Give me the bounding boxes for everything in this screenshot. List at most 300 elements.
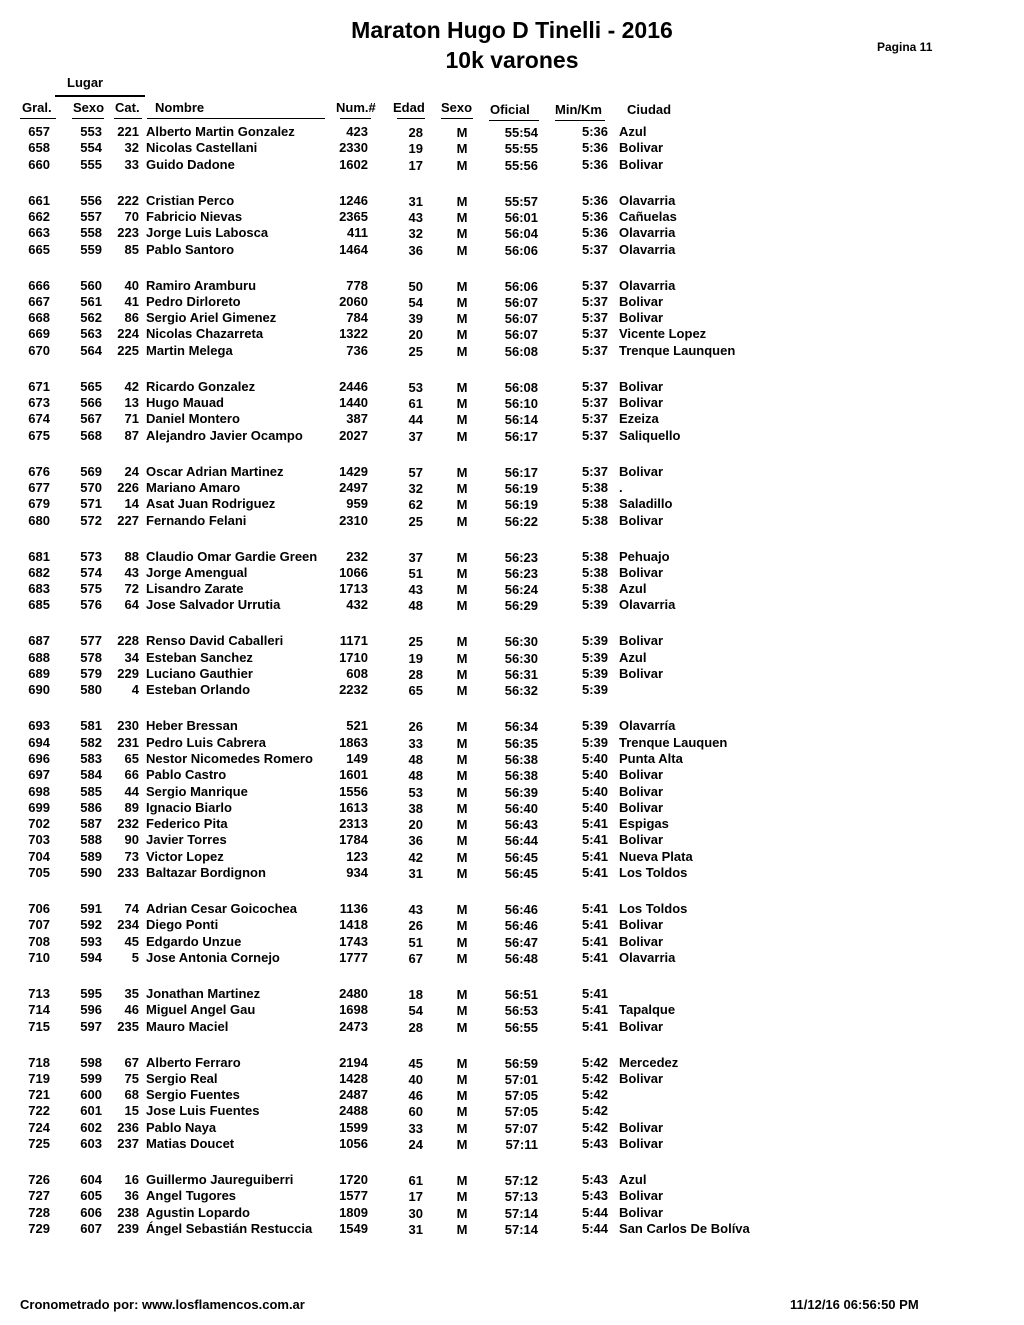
cell-num: 959	[346, 496, 368, 512]
cell-edad: 32	[408, 226, 423, 242]
cell-cat: 73	[124, 848, 139, 864]
cell-oficial: 56:59	[504, 1055, 538, 1071]
cell-nombre: Sergio Manrique	[146, 783, 248, 799]
cell-num: 1549	[339, 1220, 368, 1236]
cell-minkm: 5:42	[581, 1070, 608, 1086]
cell-sexo-place: 558	[80, 225, 102, 241]
cell-cat: 24	[124, 463, 139, 479]
cell-ciudad: Los Toldos	[619, 901, 688, 916]
cell-num: 736	[346, 342, 368, 358]
cell-cat: 223	[117, 225, 139, 241]
cell-sexo-place: 579	[80, 666, 102, 681]
cell-cat: 89	[124, 799, 139, 815]
cell-sexo-place: 569	[80, 463, 102, 479]
cell-nombre: Jose Luis Fuentes	[146, 1103, 260, 1119]
cell-sexo: M	[456, 497, 468, 513]
cell-num: 2330	[339, 140, 368, 156]
cell-nombre: Nicolas Chazarreta	[146, 326, 264, 342]
cell-gral: 675	[28, 427, 50, 443]
cell-ciudad: Ezeiza	[619, 411, 659, 427]
cell-nombre: Pablo Naya	[146, 1119, 217, 1135]
cell-sexo-place: 592	[80, 917, 102, 933]
cell-ciudad: Pehuajo	[619, 548, 670, 564]
cell-oficial: 55:55	[504, 141, 538, 157]
cell-ciudad: Bolivar	[619, 463, 664, 479]
cell-sexo-place: 565	[80, 378, 102, 394]
cell-num: 1066	[339, 564, 368, 580]
col-header-sexo-place: Sexo	[73, 100, 105, 115]
cell-num: 1713	[339, 581, 368, 597]
cell-cat: 36	[124, 1188, 139, 1204]
cell-minkm: 5:36	[581, 208, 608, 224]
cell-gral: 665	[28, 241, 50, 257]
cell-minkm: 5:39	[581, 633, 608, 649]
cell-sexo-place: 590	[80, 865, 102, 880]
cell-num: 1710	[339, 649, 368, 665]
cell-ciudad: .	[619, 479, 623, 495]
cell-num: 2473	[339, 1018, 368, 1034]
cell-sexo: M	[456, 650, 468, 666]
cell-gral: 687	[28, 633, 50, 649]
cell-edad: 30	[408, 1205, 423, 1221]
cell-ciudad: Bolivar	[619, 767, 664, 783]
cell-gral: 702	[28, 816, 50, 832]
cell-sexo: M	[456, 800, 468, 816]
cell-nombre: Jorge Luis Labosca	[146, 225, 269, 241]
cell-num: 778	[346, 277, 368, 293]
page-number: Pagina 11	[877, 40, 933, 54]
cell-oficial: 56:06	[504, 242, 538, 258]
cell-sexo: M	[456, 1120, 468, 1136]
cell-sexo-place: 580	[80, 682, 102, 698]
cell-oficial: 57:05	[504, 1088, 538, 1104]
cell-sexo-place: 575	[80, 581, 102, 597]
cell-edad: 37	[408, 549, 423, 565]
cell-cat: 16	[124, 1172, 139, 1187]
cell-cat: 224	[117, 326, 139, 342]
cell-sexo-place: 606	[80, 1204, 102, 1220]
cell-sexo: M	[456, 986, 468, 1002]
cell-nombre: Guido Dadone	[146, 156, 235, 172]
cell-ciudad: Bolivar	[619, 933, 664, 949]
cell-sexo: M	[456, 934, 468, 950]
cell-cat: 34	[124, 649, 139, 665]
cell-cat: 232	[117, 816, 139, 832]
cell-sexo-place: 566	[80, 395, 102, 410]
cell-oficial: 56:38	[504, 751, 538, 767]
cell-edad: 31	[408, 1221, 423, 1237]
cell-ciudad: Azul	[619, 581, 647, 597]
cell-edad: 39	[408, 311, 423, 327]
cell-num: 1613	[339, 799, 368, 815]
cell-gral: 710	[28, 949, 50, 965]
cell-sexo-place: 602	[80, 1119, 102, 1135]
cell-ciudad: Bolivar	[619, 633, 664, 649]
cell-gral: 706	[28, 901, 50, 916]
cell-nombre: Sergio Fuentes	[146, 1087, 240, 1103]
cell-num: 2060	[339, 293, 368, 309]
cell-num: 149	[346, 750, 368, 766]
cell-minkm: 5:41	[581, 985, 608, 1001]
cell-cat: 239	[117, 1220, 139, 1236]
cell-sexo: M	[456, 1088, 468, 1104]
cell-edad: 51	[408, 565, 423, 581]
cell-gral: 682	[28, 564, 50, 580]
cell-gral: 704	[28, 848, 50, 864]
cell-sexo: M	[456, 1189, 468, 1205]
cell-cat: 227	[117, 512, 139, 528]
cell-oficial: 56:45	[504, 849, 538, 865]
cell-ciudad: Olavarria	[619, 225, 676, 241]
cell-edad: 36	[408, 833, 423, 849]
cell-sexo: M	[456, 866, 468, 881]
cell-gral: 727	[28, 1188, 50, 1204]
cell-oficial: 56:47	[504, 934, 538, 950]
cell-gral: 669	[28, 326, 50, 342]
cell-sexo: M	[456, 683, 468, 699]
cell-sexo-place: 571	[80, 496, 102, 512]
cell-sexo-place: 577	[80, 633, 102, 649]
cell-ciudad: Cañuelas	[619, 208, 677, 224]
cell-nombre: Fernando Felani	[146, 512, 247, 528]
cell-sexo: M	[456, 513, 468, 529]
cell-ciudad: Olavarria	[619, 949, 676, 965]
cell-oficial: 57:14	[504, 1205, 538, 1221]
cell-minkm: 5:37	[581, 395, 608, 410]
cell-sexo: M	[456, 950, 468, 966]
cell-oficial: 56:22	[504, 513, 538, 529]
cell-oficial: 56:04	[504, 226, 538, 242]
cell-sexo: M	[456, 226, 468, 242]
cell-oficial: 57:14	[504, 1221, 538, 1237]
cell-edad: 44	[408, 412, 423, 428]
cell-gral: 683	[28, 581, 50, 597]
cell-minkm: 5:36	[581, 156, 608, 172]
cell-minkm: 5:37	[581, 310, 608, 326]
cell-oficial: 56:51	[504, 986, 538, 1002]
cell-oficial: 56:45	[504, 866, 538, 881]
cell-ciudad: Bolivar	[619, 1018, 664, 1034]
cell-minkm: 5:37	[581, 378, 608, 394]
cell-cat: 238	[117, 1204, 139, 1220]
cell-nombre: Jonathan Martinez	[146, 985, 261, 1001]
cell-edad: 67	[408, 950, 423, 966]
cell-gral: 674	[28, 411, 50, 427]
cell-sexo-place: 594	[80, 949, 102, 965]
cell-sexo: M	[456, 1173, 468, 1188]
cell-cat: 85	[124, 241, 139, 257]
cell-minkm: 5:42	[581, 1054, 608, 1070]
cell-ciudad: Vicente Lopez	[619, 326, 707, 342]
cell-cat: 32	[124, 140, 139, 156]
cell-oficial: 56:19	[504, 497, 538, 513]
cell-oficial: 56:24	[504, 582, 538, 598]
cell-nombre: Edgardo Unzue	[146, 933, 242, 949]
cell-minkm: 5:39	[581, 666, 608, 681]
cell-edad: 46	[408, 1088, 423, 1104]
cell-gral: 676	[28, 463, 50, 479]
cell-edad: 38	[408, 800, 423, 816]
cell-nombre: Lisandro Zarate	[146, 581, 244, 597]
cell-cat: 67	[124, 1054, 139, 1070]
cell-edad: 19	[408, 141, 423, 157]
cell-oficial: 56:40	[504, 800, 538, 816]
cell-nombre: Mariano Amaro	[146, 479, 241, 495]
cell-edad: 17	[408, 157, 423, 173]
cell-ciudad: Nueva Plata	[619, 848, 693, 864]
cell-num: 387	[346, 411, 368, 427]
cell-minkm: 5:42	[581, 1103, 608, 1119]
cell-cat: 4	[131, 682, 139, 698]
cell-edad: 45	[408, 1055, 423, 1071]
cell-num: 2313	[339, 816, 368, 832]
cell-num: 1602	[339, 156, 368, 172]
col-header-num: Num.#	[336, 100, 376, 115]
cell-oficial: 56:23	[504, 549, 538, 565]
cell-sexo-place: 567	[80, 411, 102, 427]
cell-edad: 65	[408, 683, 423, 699]
cell-edad: 50	[408, 278, 423, 294]
cell-gral: 681	[28, 548, 50, 564]
cell-sexo: M	[456, 428, 468, 444]
cell-sexo-place: 587	[80, 816, 102, 832]
cell-minkm: 5:41	[581, 816, 608, 832]
cell-cat: 86	[124, 310, 139, 326]
cell-oficial: 56:01	[504, 209, 538, 225]
cell-minkm: 5:38	[581, 564, 608, 580]
cell-minkm: 5:42	[581, 1119, 608, 1135]
cell-nombre: Alberto Ferraro	[146, 1054, 241, 1070]
cell-num: 1056	[339, 1136, 368, 1151]
cell-minkm: 5:40	[581, 783, 608, 799]
cell-ciudad: Bolivar	[619, 666, 664, 681]
cell-gral: 707	[28, 917, 50, 933]
cell-edad: 62	[408, 497, 423, 513]
cell-sexo-place: 560	[80, 277, 102, 293]
cell-ciudad: Mercedez	[619, 1054, 679, 1070]
cell-gral: 696	[28, 750, 50, 766]
cell-ciudad: Bolivar	[619, 293, 664, 309]
cell-minkm: 5:37	[581, 241, 608, 257]
cell-gral: 673	[28, 395, 50, 410]
cell-minkm: 5:37	[581, 326, 608, 342]
cell-gral: 725	[28, 1136, 50, 1151]
cell-oficial: 55:57	[504, 193, 538, 209]
cell-edad: 28	[408, 1019, 423, 1035]
cell-num: 1464	[339, 241, 368, 257]
cell-minkm: 5:38	[581, 479, 608, 495]
cell-num: 423	[346, 124, 368, 139]
cell-sexo-place: 589	[80, 848, 102, 864]
cell-nombre: Fabricio Nievas	[146, 208, 243, 224]
cell-sexo-place: 603	[80, 1136, 102, 1151]
col-header-cat: Cat.	[115, 100, 140, 115]
cell-ciudad: Los Toldos	[619, 865, 688, 880]
cell-oficial: 56:35	[504, 735, 538, 751]
cell-sexo: M	[456, 278, 468, 294]
cell-gral: 658	[28, 140, 50, 156]
cell-oficial: 56:44	[504, 833, 538, 849]
cell-num: 411	[347, 225, 368, 241]
cell-sexo: M	[456, 242, 468, 258]
cell-num: 123	[346, 848, 368, 864]
cell-sexo-place: 605	[80, 1188, 102, 1204]
cell-minkm: 5:37	[581, 293, 608, 309]
cell-minkm: 5:41	[581, 1002, 608, 1018]
cell-num: 1418	[339, 917, 368, 933]
cell-edad: 17	[408, 1189, 423, 1205]
cell-num: 608	[346, 666, 368, 681]
cell-gral: 679	[28, 496, 50, 512]
cell-edad: 18	[408, 986, 423, 1002]
cell-num: 934	[346, 865, 368, 880]
cell-edad: 43	[408, 902, 423, 917]
cell-sexo: M	[456, 549, 468, 565]
cell-ciudad: Azul	[619, 124, 647, 139]
report-title: Maraton Hugo D Tinelli - 2016	[351, 17, 673, 43]
cell-nombre: Adrian Cesar Goicochea	[146, 901, 297, 916]
cell-sexo: M	[456, 768, 468, 784]
cell-ciudad: Bolivar	[619, 140, 664, 156]
cell-minkm: 5:41	[581, 848, 608, 864]
cell-gral: 729	[28, 1220, 50, 1236]
cell-gral: 718	[28, 1054, 50, 1070]
cell-nombre: Victor Lopez	[146, 848, 224, 864]
cell-cat: 74	[124, 901, 139, 916]
cell-cat: 237	[117, 1136, 139, 1151]
cell-edad: 60	[408, 1104, 423, 1120]
cell-sexo: M	[456, 480, 468, 496]
cell-cat: 229	[117, 666, 139, 681]
cell-sexo-place: 598	[80, 1054, 102, 1070]
cell-sexo: M	[456, 598, 468, 614]
cell-cat: 35	[124, 985, 139, 1001]
cell-nombre: Baltazar Bordignon	[146, 865, 266, 880]
cell-oficial: 56:31	[504, 667, 538, 682]
cell-gral: 663	[28, 225, 50, 241]
cell-edad: 40	[408, 1071, 423, 1087]
cell-nombre: Federico Pita	[146, 816, 228, 832]
cell-minkm: 5:37	[581, 463, 608, 479]
cell-cat: 64	[124, 597, 139, 613]
cell-sexo: M	[456, 849, 468, 865]
cell-oficial: 56:30	[504, 634, 538, 650]
cell-gral: 685	[28, 597, 50, 613]
cell-gral: 698	[28, 783, 50, 799]
cell-oficial: 56:46	[504, 918, 538, 934]
cell-gral: 688	[28, 649, 50, 665]
cell-sexo-place: 593	[80, 933, 102, 949]
cell-sexo-place: 554	[80, 140, 102, 156]
cell-cat: 33	[124, 156, 139, 172]
cell-oficial: 56:39	[504, 784, 538, 800]
cell-sexo: M	[456, 817, 468, 833]
cell-gral: 694	[28, 734, 50, 750]
cell-ciudad: Trenque Launquen	[619, 342, 736, 358]
cell-num: 2232	[339, 682, 368, 698]
cell-edad: 54	[408, 294, 423, 310]
cell-minkm: 5:39	[581, 734, 608, 750]
cell-sexo: M	[456, 193, 468, 209]
cell-nombre: Esteban Orlando	[146, 682, 251, 698]
cell-edad: 31	[408, 866, 423, 881]
col-header-gral: Gral.	[22, 100, 52, 115]
cell-cat: 46	[124, 1002, 139, 1018]
cell-gral: 657	[28, 124, 50, 139]
cell-minkm: 5:43	[581, 1136, 608, 1151]
cell-edad: 26	[408, 918, 423, 934]
cell-num: 1698	[339, 1002, 368, 1018]
cell-nombre: Nicolas Castellani	[146, 140, 258, 156]
cell-sexo-place: 572	[80, 512, 102, 528]
cell-cat: 43	[124, 564, 139, 580]
cell-num: 1577	[339, 1188, 368, 1204]
cell-sexo: M	[456, 735, 468, 751]
cell-gral: 680	[28, 512, 50, 528]
cell-sexo-place: 588	[80, 832, 102, 848]
cell-nombre: Heber Bressan	[146, 718, 238, 734]
cell-sexo: M	[456, 565, 468, 581]
cell-sexo: M	[456, 396, 468, 411]
cell-sexo: M	[456, 667, 468, 682]
cell-nombre: Pedro Dirloreto	[146, 293, 241, 309]
cell-minkm: 5:44	[581, 1220, 608, 1236]
cell-sexo-place: 563	[80, 326, 102, 342]
cell-sexo-place: 578	[80, 649, 102, 665]
cell-sexo-place: 597	[80, 1018, 102, 1034]
cell-num: 2488	[339, 1103, 368, 1119]
cell-nombre: Pedro Luis Cabrera	[146, 734, 266, 750]
cell-minkm: 5:39	[581, 649, 608, 665]
cell-edad: 33	[408, 735, 423, 751]
cell-sexo: M	[456, 294, 468, 310]
cell-num: 232	[346, 548, 368, 564]
cell-sexo: M	[456, 1205, 468, 1221]
cell-sexo: M	[456, 157, 468, 173]
cell-cat: 236	[117, 1119, 139, 1135]
cell-nombre: Pablo Castro	[146, 767, 227, 783]
footer-timestamp: 11/12/16 06:56:50 PM	[790, 1297, 919, 1312]
cell-sexo: M	[456, 1221, 468, 1237]
cell-nombre: Agustin Lopardo	[146, 1204, 250, 1220]
cell-oficial: 56:17	[504, 464, 538, 480]
cell-ciudad: Bolivar	[619, 512, 664, 528]
cell-edad: 20	[408, 817, 423, 833]
cell-ciudad: Bolivar	[619, 1119, 664, 1135]
cell-edad: 36	[408, 242, 423, 258]
cell-nombre: Esteban Sanchez	[146, 649, 253, 665]
cell-cat: 221	[117, 124, 139, 139]
cell-oficial: 56:32	[504, 683, 538, 699]
cell-num: 784	[346, 310, 368, 326]
cell-minkm: 5:37	[581, 411, 608, 427]
cell-sexo-place: 583	[80, 750, 102, 766]
cell-cat: 41	[124, 293, 139, 309]
cell-gral: 697	[28, 767, 50, 783]
cell-edad: 61	[408, 396, 423, 411]
cell-sexo: M	[456, 918, 468, 934]
cell-minkm: 5:39	[581, 682, 608, 698]
cell-edad: 48	[408, 751, 423, 767]
cell-cat: 5	[131, 949, 139, 965]
cell-nombre: Sergio Real	[146, 1070, 218, 1086]
cell-cat: 14	[124, 496, 139, 512]
cell-ciudad: Olavarria	[619, 277, 676, 293]
cell-cat: 70	[124, 208, 139, 224]
cell-gral: 728	[28, 1204, 50, 1220]
cell-sexo: M	[456, 902, 468, 917]
cell-cat: 228	[117, 633, 139, 649]
